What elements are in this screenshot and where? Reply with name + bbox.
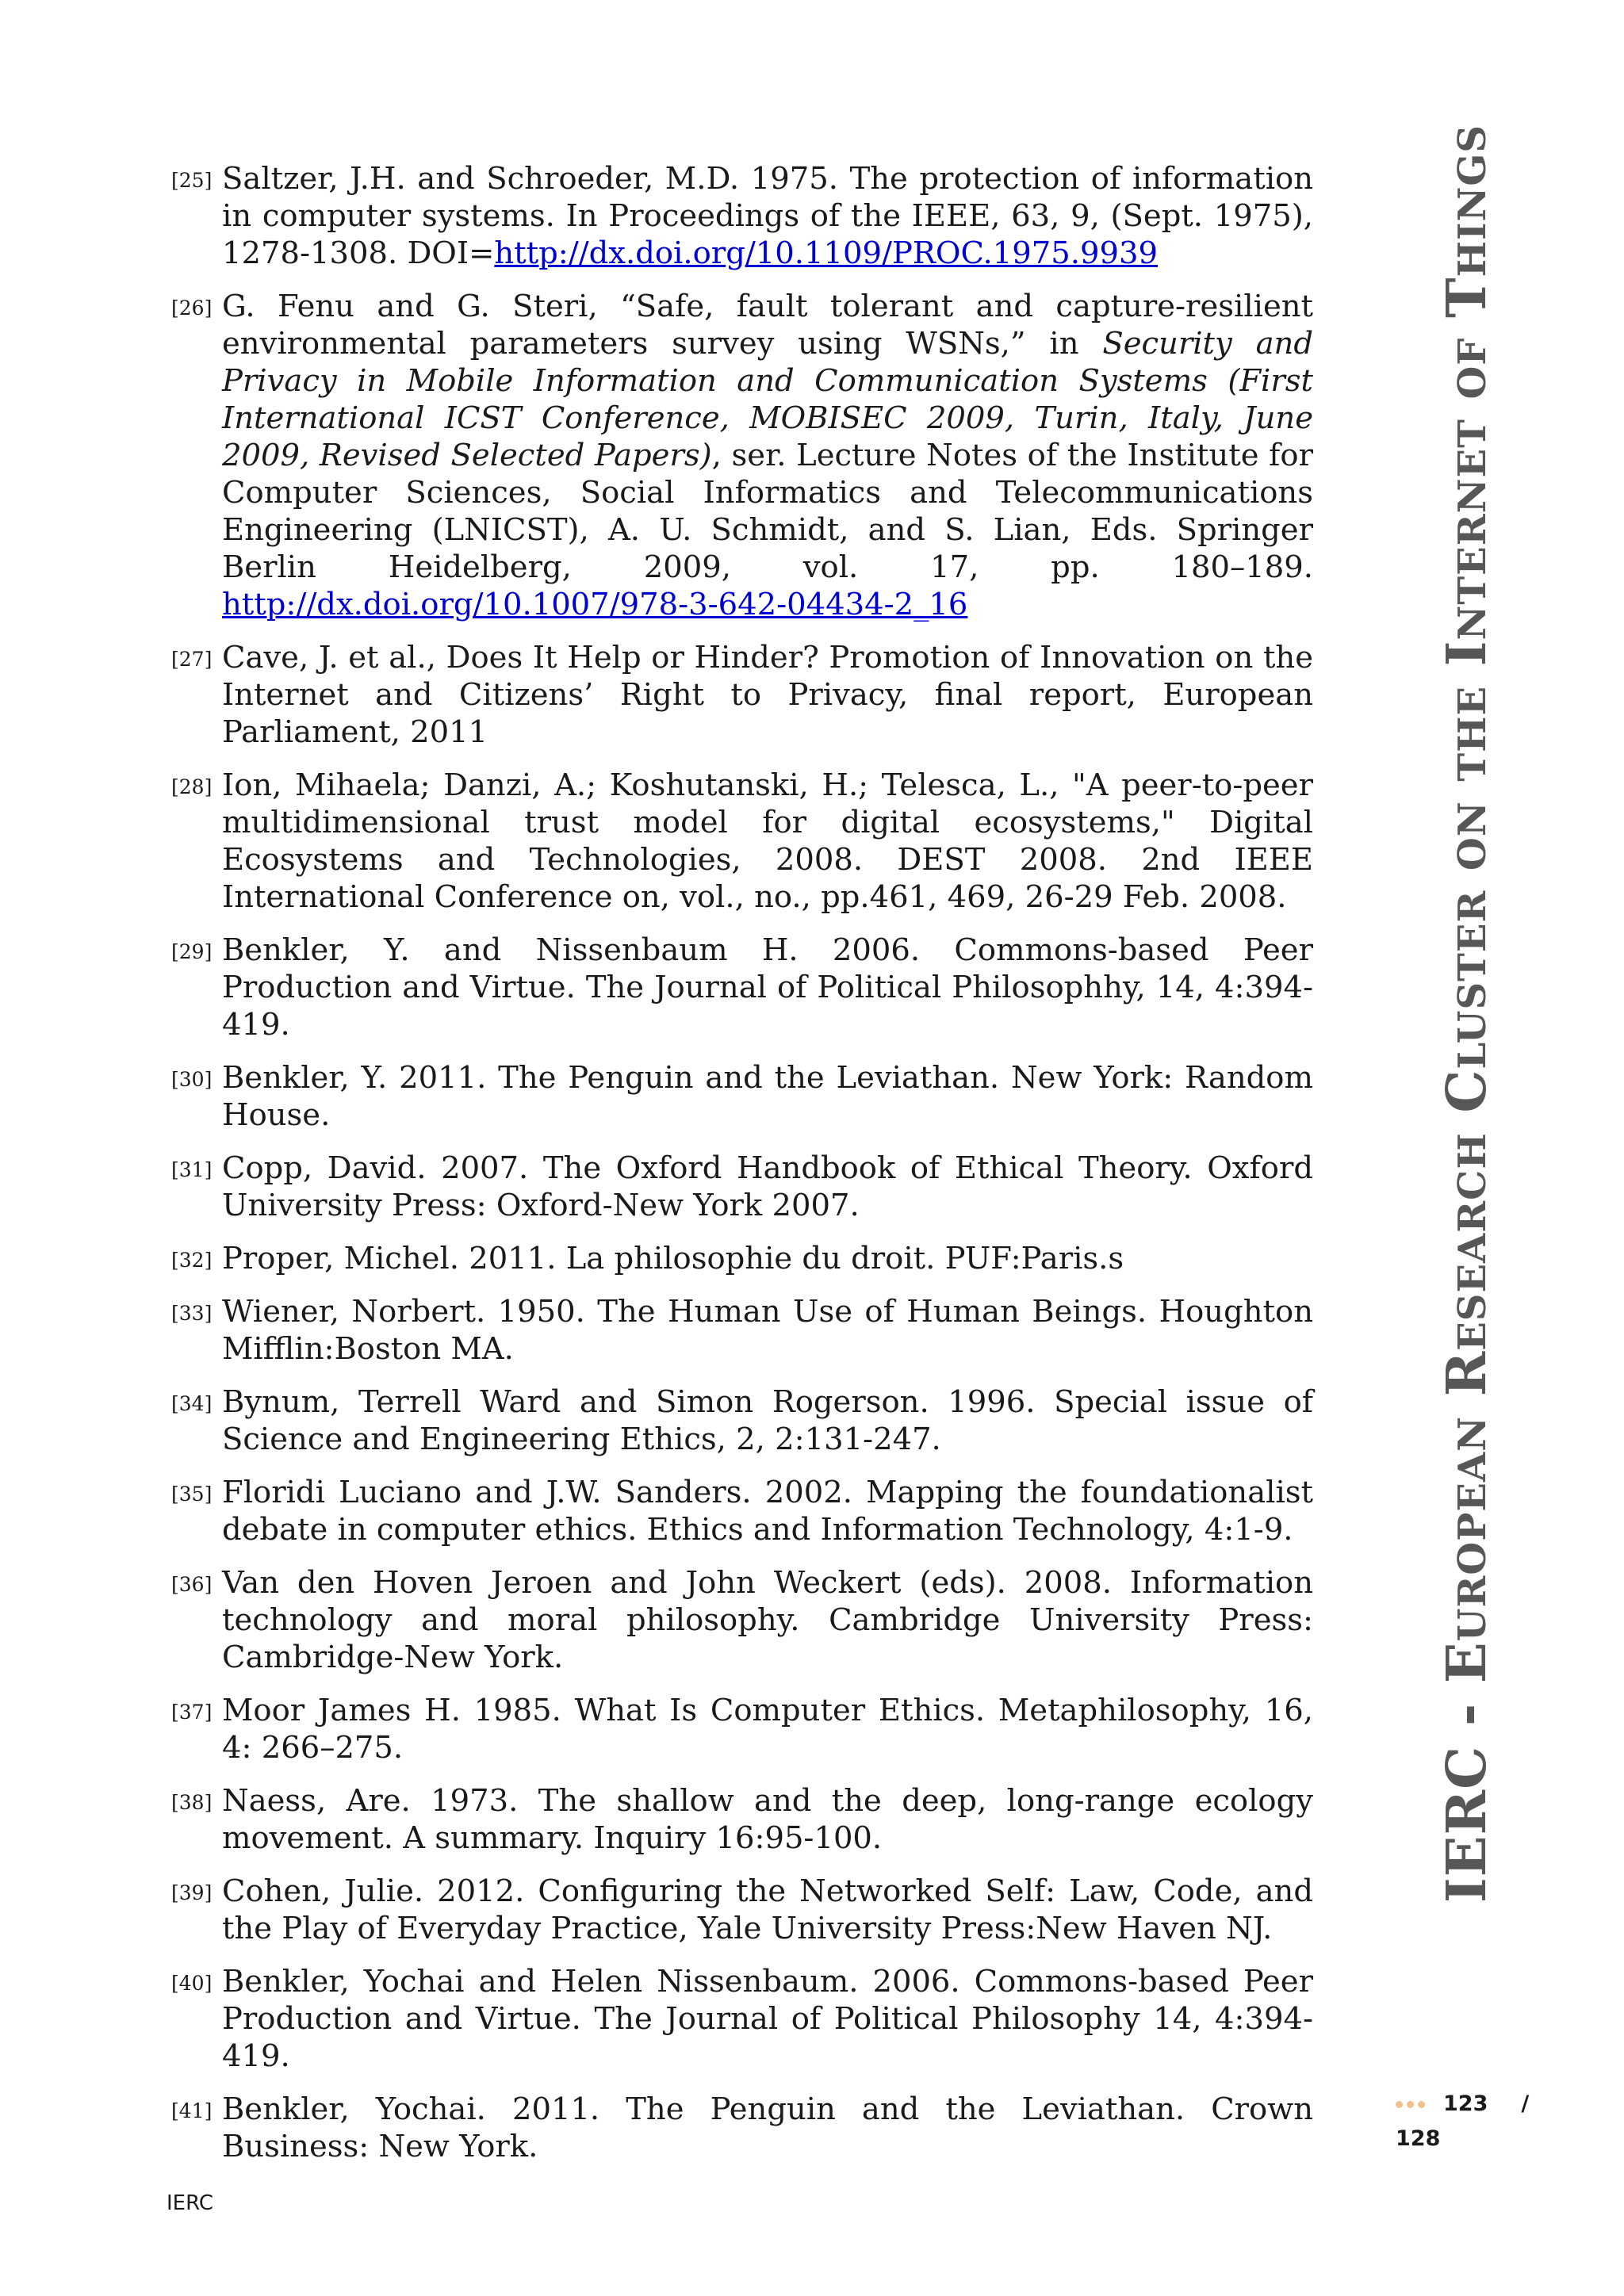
reference-item <box>171 1240 1313 1277</box>
reference-item <box>171 1059 1313 1134</box>
reference-segment: Benkler, Yochai and Helen Nissenbaum. 2006. Commons-based Peer Production and Virtue. The Journal of Political Philosophy 14, 4:394-419. <box>222 1964 1313 2074</box>
reference-item <box>171 1383 1313 1458</box>
reference-number: [30] <box>171 1068 213 1091</box>
reference-number: [26] <box>171 297 213 320</box>
reference-number: [37] <box>171 1701 213 1724</box>
reference-number: [35] <box>171 1483 213 1506</box>
reference-text <box>222 1963 1313 2075</box>
reference-number: [29] <box>171 940 213 963</box>
reference-item <box>171 1782 1313 1857</box>
reference-segment: Wiener, Norbert. 1950. The Human Use of Human Beings. Houghton Mifflin:Boston MA. <box>222 1294 1313 1367</box>
reference-segment: Saltzer, J.H. and Schroeder, M.D. 1975. The protection of information in computer systems. In Proceedings of the IEEE, 63, 9, (Sept. 1975), 1278-1308. DOI= <box>222 161 1313 271</box>
reference-link[interactable]: http://dx.doi.org/10.1109/PROC.1975.9939 <box>494 235 1158 271</box>
reference-segment: Van den Hoven Jeroen and John Weckert (eds). 2008. Information technology and moral philosophy. Cambridge University Press: Cambridge-New York. <box>222 1565 1313 1675</box>
reference-segment: Moor James H. 1985. What Is Computer Ethics. Metaphilosophy, 16, 4: 266–275. <box>222 1693 1313 1766</box>
reference-text <box>222 2091 1313 2165</box>
reference-segment: Naess, Are. 1973. The shallow and the deep, long-range ecology movement. A summary. Inquiry 16:95-100. <box>222 1783 1313 1856</box>
running-side-title: IERC - European Research Cluster on the Internet of Things <box>1435 124 1499 1903</box>
reference-item <box>171 160 1313 272</box>
reference-item <box>171 932 1313 1043</box>
decorative-dots-icon <box>1396 2087 1443 2122</box>
reference-segment: Proper, Michel. 2011. La philosophie du droit. PUF:Paris.s <box>222 1241 1124 1276</box>
reference-item <box>171 2091 1313 2165</box>
reference-text <box>222 1383 1313 1458</box>
reference-number: [31] <box>171 1158 213 1181</box>
page-separator: / <box>1521 2091 1530 2116</box>
reference-number: [25] <box>171 169 213 192</box>
reference-text <box>222 160 1313 272</box>
reference-segment: Copp, David. 2007. The Oxford Handbook of Ethical Theory. Oxford University Press: Oxford-New York 2007. <box>222 1150 1313 1223</box>
reference-item <box>171 1873 1313 1947</box>
page-indicator <box>1396 2087 1586 2156</box>
reference-segment: , ser. Lecture Notes of the Institute for Computer Sciences, Social Informatics and Telecommunications Engineering (LNICST), A. U. Schmidt, and S. Lian, Eds. Springer Berlin Heidelberg, 2009, vol. 17, pp. 180–189. <box>222 438 1313 585</box>
reference-text <box>222 1059 1313 1134</box>
footer-label: IERC <box>167 2191 214 2215</box>
reference-item <box>171 288 1313 623</box>
reference-text <box>222 932 1313 1043</box>
reference-number: [34] <box>171 1392 213 1415</box>
reference-item <box>171 1293 1313 1368</box>
reference-item <box>171 1150 1313 1224</box>
reference-number: [32] <box>171 1249 213 1272</box>
reference-text <box>222 639 1313 751</box>
reference-number: [39] <box>171 1881 213 1904</box>
reference-number: [27] <box>171 648 213 671</box>
reference-number: [41] <box>171 2099 213 2122</box>
reference-item <box>171 1564 1313 1676</box>
reference-text <box>222 1782 1313 1857</box>
page-total: 128 <box>1396 2126 1441 2151</box>
reference-segment: Bynum, Terrell Ward and Simon Rogerson. 1996. Special issue of Science and Engineering Ethics, 2, 2:131-247. <box>222 1384 1313 1457</box>
reference-segment: Floridi Luciano and J.W. Sanders. 2002. Mapping the foundationalist debate in computer ethics. Ethics and Information Technology, 4:1-9. <box>222 1475 1313 1548</box>
reference-list <box>171 160 1313 2181</box>
reference-number: [38] <box>171 1791 213 1814</box>
reference-text <box>222 1474 1313 1548</box>
reference-text <box>222 1240 1313 1277</box>
reference-link[interactable]: http://dx.doi.org/10.1007/978-3-642-04434-2_16 <box>222 587 968 622</box>
reference-item <box>171 1692 1313 1766</box>
reference-segment: Benkler, Y. and Nissenbaum H. 2006. Commons-based Peer Production and Virtue. The Journal of Political Philosophhy, 14, 4:394-419. <box>222 932 1313 1043</box>
reference-segment: Benkler, Yochai. 2011. The Penguin and the Leviathan. Crown Business: New York. <box>222 2091 1313 2164</box>
reference-text <box>222 1564 1313 1676</box>
reference-number: [36] <box>171 1573 213 1596</box>
reference-item <box>171 767 1313 916</box>
reference-text <box>222 767 1313 916</box>
reference-segment: Cave, J. et al., Does It Help or Hinder? Promotion of Innovation on the Internet and Citizens’ Right to Privacy, final report, European Parliament, 2011 <box>222 640 1313 750</box>
reference-text <box>222 1293 1313 1368</box>
reference-text <box>222 1692 1313 1766</box>
page-current: 123 <box>1443 2091 1488 2116</box>
reference-number: [40] <box>171 1972 213 1995</box>
reference-number: [33] <box>171 1302 213 1325</box>
reference-number: [28] <box>171 775 213 798</box>
reference-title-italic: Security and Privacy in Mobile Information and Communication Systems (First International ICST Conference, MOBISEC 2009, Turin, Italy, June 2009, Revised Selected Papers) <box>222 326 1313 473</box>
reference-item <box>171 639 1313 751</box>
reference-text <box>222 1873 1313 1947</box>
reference-segment: Cohen, Julie. 2012. Configuring the Networked Self: Law, Code, and the Play of Everyday Practice, Yale University Press:New Haven NJ. <box>222 1873 1313 1946</box>
reference-text <box>222 1150 1313 1224</box>
reference-segment: Ion, Mihaela; Danzi, A.; Koshutanski, H.; Telesca, L., "A peer-to-peer multidimensional trust model for digital ecosystems," Digital Ecosystems and Technologies, 2008. DEST 2008. 2nd IEEE International Conference on, vol., no., pp.461, 469, 26-29 Feb. 2008. <box>222 767 1313 915</box>
reference-segment: G. Fenu and G. Steri, “Safe, fault tolerant and capture-resilient environmental parameters survey using WSNs,” in <box>222 289 1313 362</box>
reference-segment: Benkler, Y. 2011. The Penguin and the Leviathan. New York: Random House. <box>222 1060 1313 1133</box>
reference-item <box>171 1474 1313 1548</box>
reference-item <box>171 1963 1313 2075</box>
reference-text <box>222 288 1313 623</box>
